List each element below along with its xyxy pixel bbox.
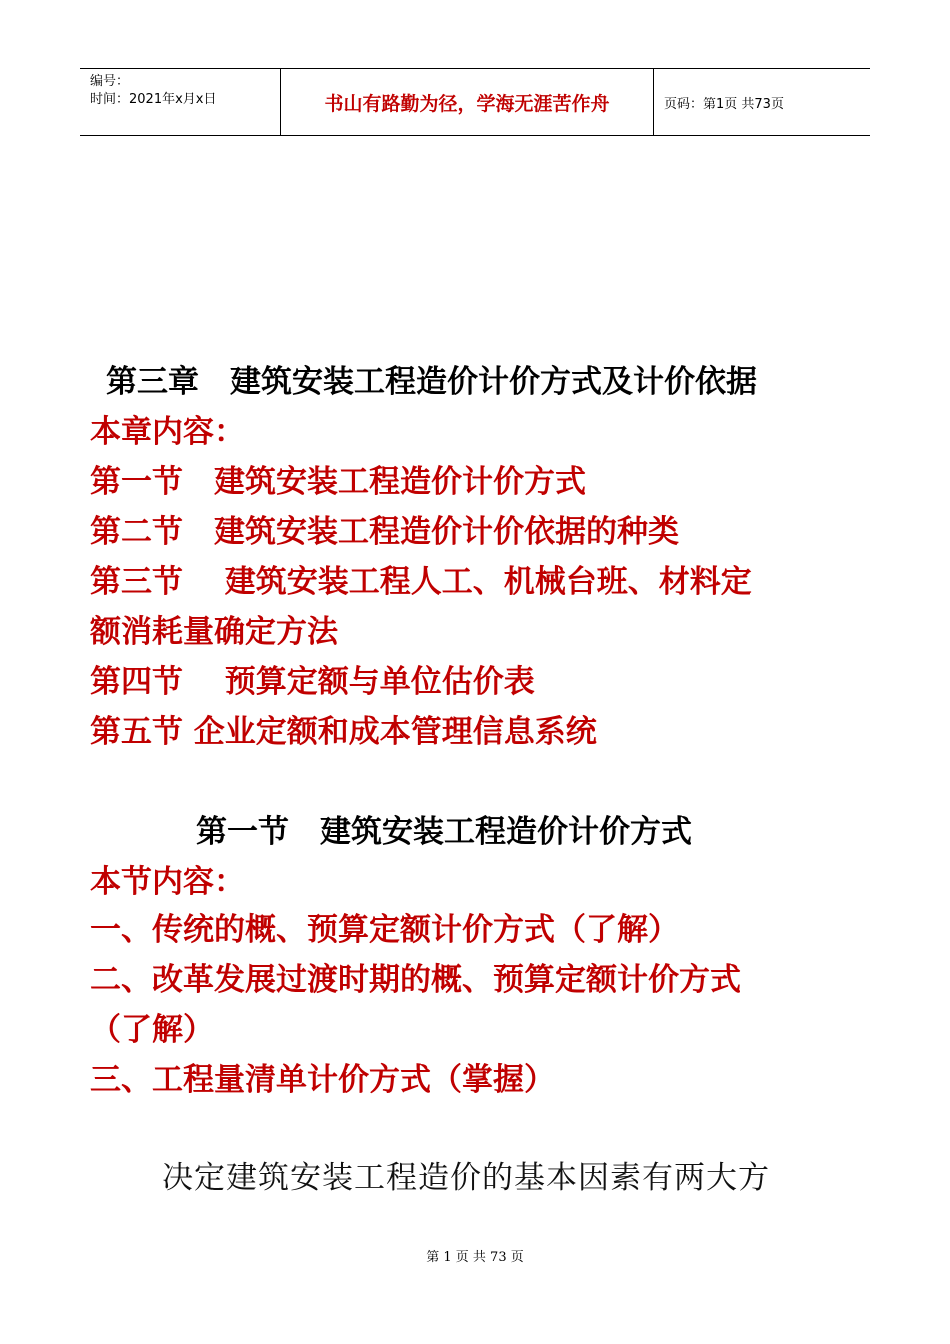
chapter-contents-label: 本章内容： [90,414,245,450]
page-info: 页码：第1页 共73页 [664,96,784,112]
section-content-item: 三、工程量清单计价方式（掌握） [90,1062,555,1098]
body-paragraph: 决定建筑安装工程造价的基本因素有两大方 [162,1160,770,1196]
header-page-cell [654,69,870,135]
section-content-item-continued: （了解） [90,1012,214,1048]
chapter-title: 第三章 建筑安装工程造价计价方式及计价依据 [106,364,757,400]
document-header [80,68,870,136]
chapter-section-item-continued: 额消耗量确定方法 [90,614,338,650]
chapter-section-item: 第二节 建筑安装工程造价计价依据的种类 [90,514,679,550]
section-contents-label: 本节内容： [90,864,245,900]
chapter-section-item: 第三节 建筑安装工程人工、机械台班、材料定 [90,564,752,600]
header-meta-cell [80,69,281,135]
page-footer: 第 1 页 共 73 页 [426,1250,524,1265]
header-motto-cell [281,69,654,135]
section-title: 第一节 建筑安装工程造价计价方式 [196,814,692,850]
section-content-item: 二、改革发展过渡时期的概、预算定额计价方式 [90,962,741,998]
motto-text: 书山有路勤为径，学海无涯苦作舟 [324,92,610,115]
chapter-section-item: 第五节 企业定额和成本管理信息系统 [90,714,597,750]
section-content-item: 一、传统的概、预算定额计价方式（了解） [90,912,679,948]
chapter-section-item: 第一节 建筑安装工程造价计价方式 [90,464,586,500]
date-label: 时间：2021年x月x日 [90,92,217,107]
chapter-section-item: 第四节 预算定额与单位估价表 [90,664,535,700]
serial-number-label: 编号： [90,74,130,89]
